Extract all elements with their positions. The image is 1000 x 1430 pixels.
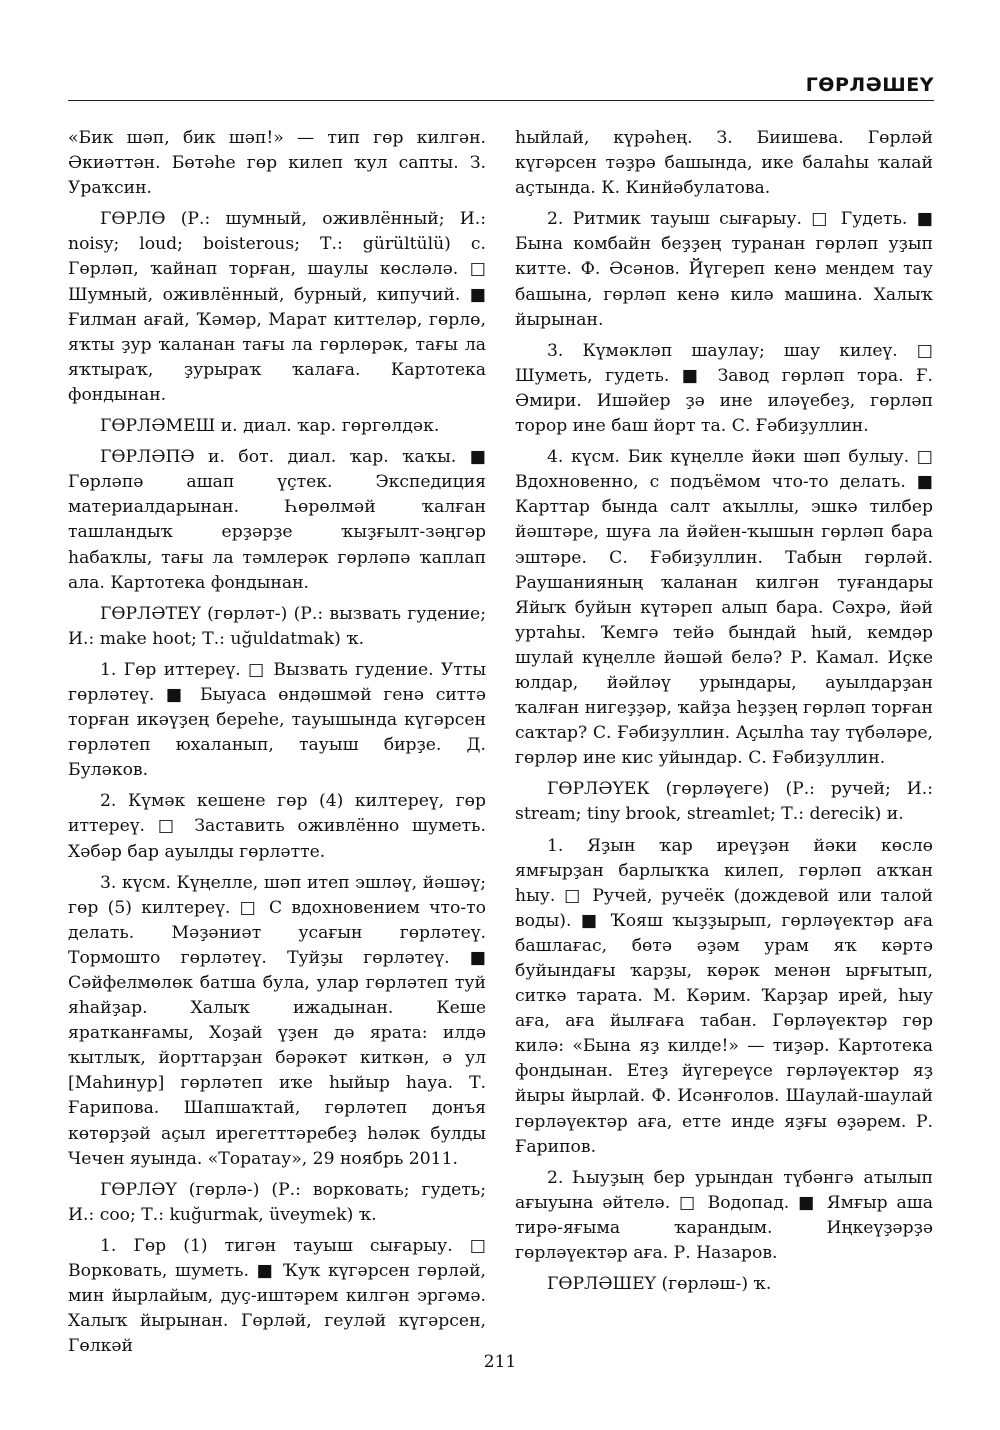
left-column [68, 126, 486, 1365]
dictionary-entry: ГӨРЛӘМЕШ и. диал. ҡар. гөргөлдәк. [100, 416, 440, 437]
dictionary-entry: 2. Ритмик тауыш сығарыу. □ Гудеть. ■ Бына комбайн беҙҙең туранан гөрләп уҙып китте. Ф. Әсәнов. Йүгереп кенә мендем тау башына, гөрләп кенә килә машина. Халыҡ йырынан. [515, 209, 933, 330]
dictionary-entry: 1. Гөр (1) тигән тауыш сығарыу. □ Ворковать, шуметь. ■ Ҡуҡ күгәрсен гөрләй, мин йырлайым, дуҫ-иштәрем килгән эргәмә. Халыҡ йырынан. Гөрләй, геуләй күгәрсен, Гөлкәй [68, 1235, 486, 1357]
running-header [68, 74, 934, 101]
dictionary-entry: 1. Гөр иттереү. □ Вызвать гудение. Утты гөрләтеү. ■ Быуаса өндәшмәй генә ситтә торған икәүҙең береһе, тауышында күгәрсен гөрләтеп юхаланып, тауыш бирҙе. Д. Буләков. [68, 659, 486, 781]
dictionary-entry: 1. Яҙын ҡар иреүҙән йәки көслө ямғырҙан барлыҡҡа килеп, гөрләп аҡҡан һыу. □ Ручей, ручеёк (дождевой или талой воды). ■ Ҡояш ҡыҙҙырып, гөрләүектәр аға башлағас, бөтә әҙәм урам яҡ кәртә буйындағы ҡарҙы, көрәк менән ырғытып, ситкә тарата. М. Кәрим. Ҡарҙар ирей, һыу аға, аға йылғаға табан. Гөрләүектәр гөр килә: «Бына яҙ килде!» — тиҙәр. Картотека фондынан. Етеҙ йүгереүсе гөрләүектәр яҙ йыры йырлай. Ф. Исәнғолов. Шаулай-шаулай гөрләүектәр аға, етте инде яҙғы өҙәрем. Р. Ғарипов. [515, 835, 933, 1157]
right-column [515, 126, 933, 1303]
dictionary-entry: 4. күсм. Бик күңелле йәки шәп булыу. □ Вдохновенно, с подъёмом что-то делать. ■ Карттар бында салт аҡыллы, эшкә тилбер йәштәре, шуға ла йәйен-ҡышын гөрләп бара эштәре. С. Ғәбиҙуллин. Табын гөрләй. Раушанияның ҡаланан килгән туғандары Яйыҡ буйын күтәреп алып бара. Сәхрә, йәй уртаһы. Ҡемгә тейә бындай һый, кемдәр шулай күңелле йәшәй белә? Р. Камал. Иҫке юлдар, йәйләү урындары, ауылдарҙан ҡалған нигеҙҙәр, ҡайҙа һеҙҙең гөрләп торған саҡтар? С. Ғәбиҙуллин. Аҫылһа тау түбәләре, гөрләр ине кис уйындар. С. Ғәбиҙуллин. [515, 447, 933, 769]
dictionary-entry: 2. Күмәк кешене гөр (4) килтереү, гөр иттереү. □ Заставить оживлённо шуметь. Хәбәр бар ауылды гөрләтте. [68, 791, 486, 862]
page-number: 211 [483, 1352, 517, 1372]
dictionary-entry: ГӨРЛӨ (Р.: шумный, оживлённый; И.: noisy; loud; boisterous; Т.: gürültülü) с. Гөрләп, ҡайнап торған, шаулы көсләлә. □ Шумный, оживлённый, бурный, кипучий. ■ Ғилман ағай, Ҡәмәр, Марат киттеләр, гөрлө, яҡты ҙур ҡаланан тағы ла гөрлөрәк, тағы ла яҡтыраҡ, ҙурыраҡ ҡалаға. Картотека фондынан. [68, 209, 486, 405]
dictionary-entry: 2. Һыуҙың бер урындан түбәнгә атылып ағыуына әйтелә. □ Водопад. ■ Ямғыр аша тирә-яғыма ҡарандым. Иңкеүҙәрҙә гөрләүектәр аға. Р. Назаров. [515, 1167, 933, 1264]
dictionary-entry: ГӨРЛӘҮ (гөрлә-) (Р.: ворковать; гудеть; И.: coo; Т.: kuğurmak, üveymek) ҡ. [68, 1179, 486, 1225]
dictionary-entry: ГӨРЛӘТЕҮ (гөрләт-) (Р.: вызвать гудение; И.: make hoot; Т.: uğuldatmak) ҡ. [68, 603, 486, 649]
dictionary-entry: 3. Күмәкләп шаулау; шау килеү. □ Шуметь, гудеть. ■ Завод гөрләп тора. Ғ. Әмири. Ишәйер ҙә ине иләүебеҙ, гөрләп торор ине баш йорт та. С. Ғәбиҙуллин. [515, 340, 933, 437]
dictionary-entry: «Бик шәп, бик шәп!» — тип гөр килгән. Әкиәттән. Бөтәһе гөр килеп ҡул сапты. З. Ураҡсин. [68, 128, 486, 199]
dictionary-entry: һыйлай, күрәһең. З. Биишева. Гөрләй күгәрсен тәҙрә башында, ике балаһы ҡалай аҫтында. К. Кинйәбулатова. [515, 128, 933, 199]
dictionary-entry: ГӨРЛӘШЕҮ (гөрләш-) ҡ. [547, 1274, 772, 1295]
header-title: ГӨРЛӘШЕҮ [805, 74, 934, 96]
dictionary-entry: ГӨРЛӘҮЕК (гөрләүеге) (Р.: ручей; И.: stream; tiny brook, streamlet; Т.: derecik) и. [515, 779, 933, 825]
dictionary-entry: 3. күсм. Күңелле, шәп итеп эшләү, йәшәү; гөр (5) килтереү. □ С вдохновением что-то делать. Мәҙәниәт усағын гөрләтеү. Тормошто гөрләтеү. Туйҙы гөрләтеү. ■ Сәйфелмөлөк батша була, улар гөрләтеп туй яһайҙар. Халыҡ ижадынан. Кеше яратканғамы, Хоҙай үҙен дә ярата: илдә ҡытлыҡ, йорттарҙан бәрәкәт киткән, ә ул [Маһинур] гөрләтеп иҡе һыйыр һауа. Т. Ғарипова. Шапшаҡтай, гөрләтеп донъя көтөрҙәй аҫыл ирегетттәребеҙ һәләк булды Чечен яуында. «Торатау», 29 ноябрь 2011. [68, 872, 486, 1169]
dictionary-entry: ГӨРЛӘПӘ и. бот. диал. ҡар. ҡаҡы. ■ Гөрләпә ашап үҫтек. Экспедиция материалдарынан. Һөрөлмәй ҡалған ташландыҡ ерҙәрҙе ҡыҙғылт-зәңгәр һабаҡлы, тағы ла тәмлерәк гөрләпә ҡаплап ала. Картотека фондынан. [68, 447, 486, 593]
